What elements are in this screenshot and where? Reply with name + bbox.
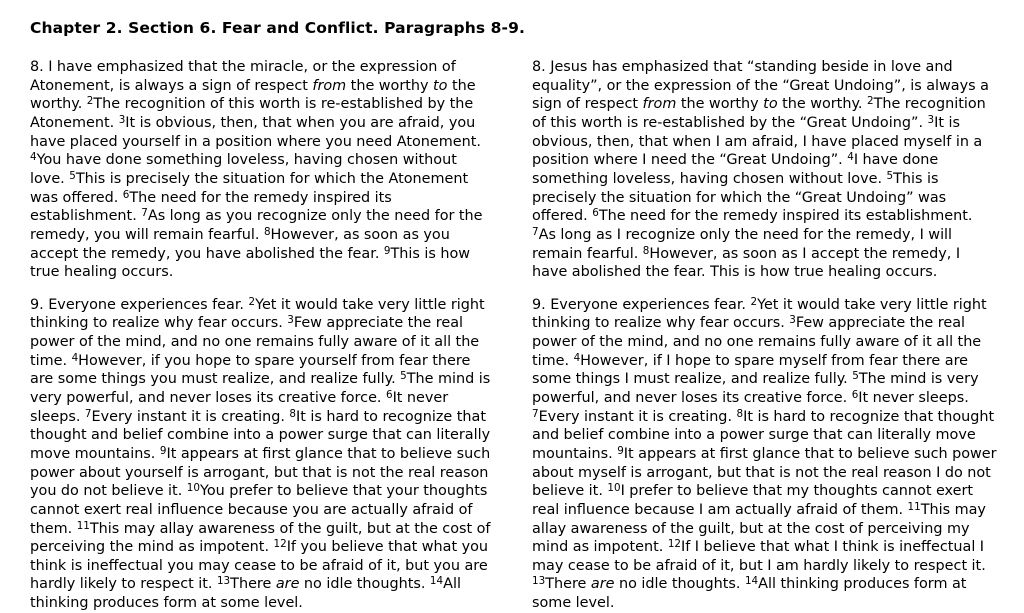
left-para-9 xyxy=(30,296,496,613)
body-text: no idle thoughts. xyxy=(614,576,745,593)
body-text: The recognition of this worth is re-established by the Atonement. xyxy=(30,96,474,132)
sentence-number: 14 xyxy=(429,575,444,588)
body-text: It is hard to recognize that thought and belief combine into a power surge that can literally move mountains. xyxy=(30,408,491,462)
body-text: 8. I have emphasized that the miracle, or the expression of Atonement, is always a sign of respect xyxy=(30,59,456,94)
body-text: The need for the remedy inspired its establishment. xyxy=(30,189,392,225)
emphasis-text: to xyxy=(433,77,448,94)
sentence-number: 6 xyxy=(851,389,859,402)
body-text: The recognition of this worth is re-established by the “Great Undoing”. xyxy=(532,96,986,132)
sentence-number: 12 xyxy=(667,538,681,551)
body-text: All thinking produces form at some level. xyxy=(30,576,461,612)
sentence-number: 3 xyxy=(927,114,935,127)
body-text: However, as soon as I accept the remedy, I have abolished the fear. This is how true healing occurs. xyxy=(532,245,961,281)
sentence-number: 6 xyxy=(122,188,130,201)
body-text: This is precisely the situation for which the Atonement was offered. xyxy=(30,170,469,206)
body-text: This may allay awareness of the guilt, but at the cost of perceiving the mind as impotent. xyxy=(30,520,491,556)
body-text: It appears at first glance that to believe such power about myself is arrogant, but that is not the real reason I do not believe it. xyxy=(532,445,997,500)
body-text: no idle thoughts. xyxy=(299,576,430,593)
body-text: There xyxy=(545,576,591,593)
body-text: As long as you recognize only the need for the remedy, you will remain fearful. xyxy=(30,208,483,243)
sentence-number: 6 xyxy=(385,389,393,402)
sentence-number: 5 xyxy=(886,170,894,183)
body-text: However, if I hope to spare myself from fear there are some things I must realize, and realize fully. xyxy=(532,352,969,388)
body-text: Every instant it is creating. xyxy=(538,408,737,425)
column-right xyxy=(532,58,998,613)
sentence-number: 7 xyxy=(84,407,92,420)
sentence-number: 4 xyxy=(847,151,854,164)
body-text: the worthy xyxy=(676,96,764,113)
body-text: The mind is very powerful, and never loses its creative force. xyxy=(532,371,979,407)
body-text: This is precisely the situation for which the “Great Undoing” was offered. xyxy=(532,170,947,225)
sentence-number: 12 xyxy=(273,538,287,551)
right-para-9 xyxy=(532,296,998,613)
body-text: Few appreciate the real power of the mind, and no one remains fully aware of it all the time. xyxy=(30,315,480,369)
left-para-8 xyxy=(30,58,496,282)
sentence-number: 7 xyxy=(532,225,539,238)
sentence-number: 2 xyxy=(750,295,758,308)
body-text: the worthy. xyxy=(777,96,867,113)
sentence-number: 2 xyxy=(866,95,874,108)
sentence-number: 2 xyxy=(248,295,256,308)
emphasis-text: from xyxy=(642,96,677,113)
sentence-number: 8 xyxy=(263,225,271,238)
body-text: It is obvious, then, that when I am afraid, I have placed myself in a position where I need the “Great Undoing”. xyxy=(532,115,983,169)
body-text: the worthy. xyxy=(30,77,476,113)
sentence-number: 9 xyxy=(159,445,167,458)
body-text: All thinking produces form at some level. xyxy=(532,576,967,612)
sentence-number: 9 xyxy=(383,244,391,257)
sentence-number: 8 xyxy=(289,407,296,420)
sentence-number: 14 xyxy=(744,575,759,588)
body-text: 9. Everyone experiences fear. xyxy=(532,296,751,313)
sentence-number: 3 xyxy=(789,314,796,327)
sentence-number: 9 xyxy=(617,445,624,458)
sentence-number: 5 xyxy=(852,370,859,383)
body-text: It never sleeps. xyxy=(858,390,969,407)
body-text: As long as I recognize only the need for the remedy, I will remain fearful. xyxy=(532,226,953,262)
body-text: This is how true healing occurs. xyxy=(30,245,471,281)
emphasis-text: are xyxy=(275,576,300,593)
sentence-number: 4 xyxy=(71,351,79,364)
body-text: I prefer to believe that my thoughts cannot exert real influence because I am actually afraid of them. xyxy=(532,483,974,518)
body-text: You have done something loveless, having chosen without love. xyxy=(30,152,457,187)
emphasis-text: to xyxy=(763,96,778,113)
body-text: If I believe that what I think is ineffectual I may cease to be afraid of it, but I am hardly likely to respect it. xyxy=(532,539,986,574)
body-text: You prefer to believe that your thoughts cannot exert real influence because you are actually afraid of them. xyxy=(30,483,488,537)
sentence-number: 11 xyxy=(76,519,90,532)
sentence-number: 7 xyxy=(141,207,148,220)
body-text: If you believe that what you think is ineffectual you may cease to be afraid of it, but you are hardly likely to respect it. xyxy=(30,539,489,593)
body-text: This may allay awareness of the guilt, but at the cost of perceiving my mind as impotent. xyxy=(532,501,986,556)
body-text: Yet it would take very little right thinking to realize why fear occurs. xyxy=(30,296,485,332)
emphasis-text: are xyxy=(590,576,615,593)
right-para-8 xyxy=(532,58,998,282)
page-title: Chapter 2. Section 6. Fear and Conflict. Paragraphs 8-9. xyxy=(30,19,525,37)
sentence-number: 6 xyxy=(592,207,599,220)
body-text: 9. Everyone experiences fear. xyxy=(30,296,249,313)
sentence-number: 10 xyxy=(607,482,621,495)
sentence-number: 13 xyxy=(532,575,546,588)
body-text: Yet it would take very little right thinking to realize why fear occurs. xyxy=(532,296,987,332)
sentence-number: 11 xyxy=(907,500,921,513)
body-text: It is hard to recognize that thought and belief combine into a power surge that can literally move mountains. xyxy=(532,408,995,462)
column-left xyxy=(30,58,496,613)
sentence-number: 2 xyxy=(86,95,94,108)
body-text: I have done something loveless, having chosen without love. xyxy=(532,152,939,187)
body-text: 8. Jesus has emphasized that “standing beside in love and equality”, or the expression of the “Great Undoing”, is always a sign of respect xyxy=(532,59,989,113)
body-text: There xyxy=(230,576,276,593)
body-text: However, as soon as you accept the remedy, you have abolished the fear. xyxy=(30,226,450,262)
body-text: It is obvious, then, that when you are afraid, you have placed yourself in a position where you need Atonement. xyxy=(30,115,481,150)
sentence-number: 8 xyxy=(736,407,744,420)
body-text: However, if you hope to spare yourself from fear there are some things you must realize, and realize fully. xyxy=(30,352,471,388)
emphasis-text: from xyxy=(312,77,347,94)
body-text: It never sleeps. xyxy=(30,390,449,425)
two-column-body xyxy=(30,58,996,613)
sentence-number: 8 xyxy=(642,244,650,257)
sentence-number: 7 xyxy=(532,407,539,420)
sentence-number: 3 xyxy=(287,314,294,327)
sentence-number: 4 xyxy=(573,351,581,364)
sentence-number: 3 xyxy=(118,114,126,127)
sentence-number: 5 xyxy=(400,370,407,383)
body-text: The need for the remedy inspired its establishment. xyxy=(598,208,973,225)
body-text: It appears at first glance that to believe such power about yourself is arrogant, but that is not the real reason you do not believe it. xyxy=(30,445,491,500)
sentence-number: 5 xyxy=(69,170,76,183)
sentence-number: 4 xyxy=(30,151,37,164)
sentence-number: 13 xyxy=(216,575,231,588)
body-text: Few appreciate the real power of the mind, and no one remains fully aware of it all the time. xyxy=(532,315,982,369)
body-text: Every instant it is creating. xyxy=(91,408,290,425)
sentence-number: 10 xyxy=(186,482,200,495)
body-text: the worthy xyxy=(346,77,434,94)
body-text: The mind is very powerful, and never loses its creative force. xyxy=(30,371,491,407)
